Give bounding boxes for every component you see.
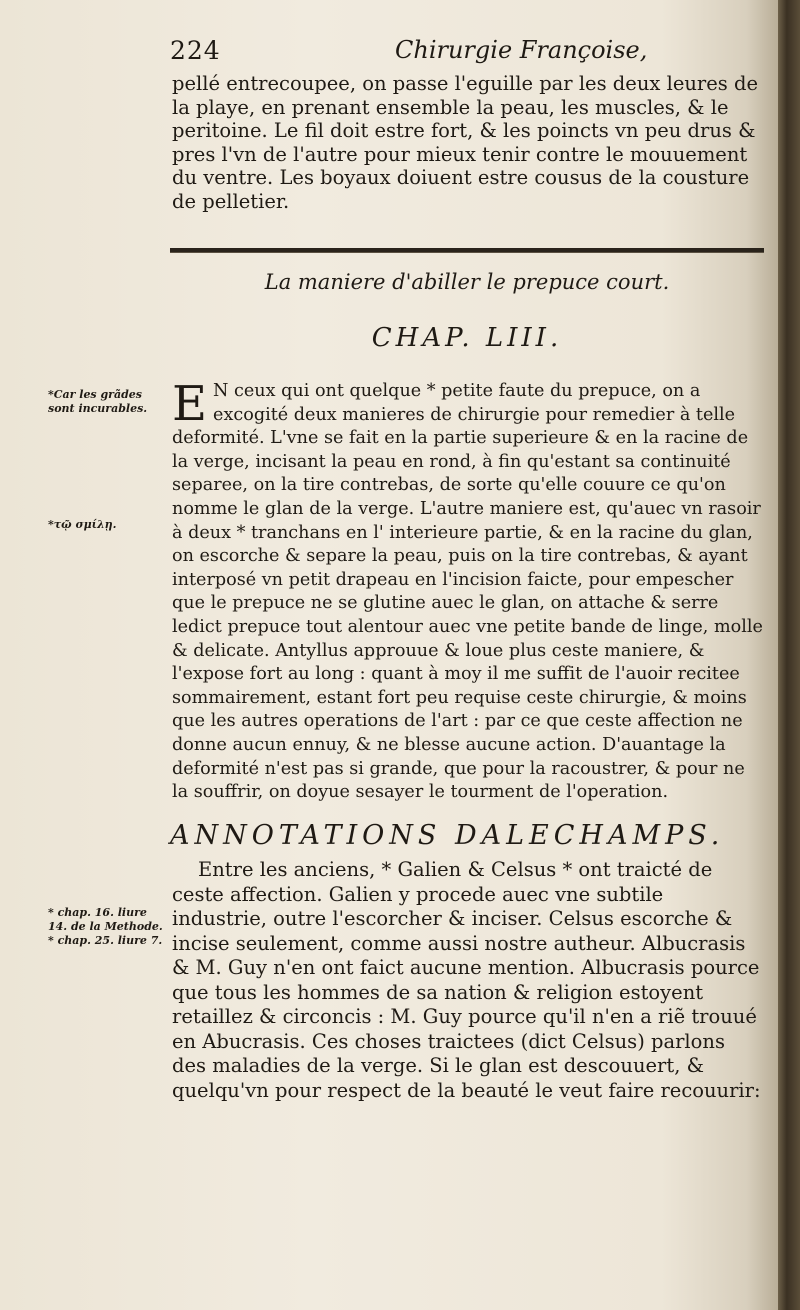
page-edge bbox=[778, 0, 800, 1310]
drop-cap: E bbox=[172, 376, 208, 432]
top-paragraph-text: pellé entrecoupee, on passe l'eguille par les deux leures de la playe, en prenant ensemble la peau, les muscles, & le peritoine. Le fil doit estre fort, & les poincts vn peu drus & pres l'vn de l'autre pour mieux tenir contre le mouuement du ventre. Les boyaux doiuent estre cousus de la cousture de pelletier. bbox=[172, 72, 759, 213]
chapter-heading: CHAP. LIII. bbox=[371, 323, 563, 353]
page-header bbox=[170, 36, 750, 72]
running-title: Chirurgie Françoise, bbox=[395, 36, 648, 64]
chapter-body-text: N ceux qui ont quelque * petite faute du prepuce, on a excogité deux manieres de chirurgie pour remedier à telle deformité. L'vne se fait en la partie superieure & en la racine de la verge, incisant la peau en rond, à fin qu'estant sa continuité separee, on la tire contrebas, de sorte qu'elle couure ce qu'on nomme le glan de la verge. L'autre maniere est, qu'auec vn rasoir à deux * tranchans en l' interieure partie, & en la racine du glan, on escorche & separe la peau, puis on la tire contrebas, & ayant interposé vn petit drapeau en l'incision faicte, pour empescher que le prepuce ne se glutine auec le glan, on attache & serre ledict prepuce tout alentour auec vne petite bande de linge, molle & delicate. Antyllus approuue & loue plus ceste maniere, & l'expose fort au long : quant à moy il me suffit de l'auoir recitee sommairement, estant fort peu requise ceste chirurgie, & moins que les autres operations de l'art : par ce que ceste affection ne donne aucun ennuy, & ne blesse aucune action. D'auantage la deformité n'est pas si grande, que pour la racoustrer, & pour ne la souffrir, on doyue sesayer le tourment de l'operation. bbox=[172, 381, 763, 803]
margin-note: *τῷ σμίλῃ. bbox=[48, 518, 117, 531]
top-paragraph bbox=[172, 72, 764, 213]
chapter-body bbox=[172, 376, 764, 805]
page-number: 224 bbox=[170, 36, 221, 65]
section-title: La maniere d'abiller le prepuce court. bbox=[264, 270, 670, 294]
annotation-text: Entre les anciens, * Galien & Celsus * ont traicté de ceste affection. Galien y procede auec vne subtile industrie, outre l'escorcher & inciser. Celsus escorche & incise seulement, comme aussi nostre autheur. Albucrasis & M. Guy n'en ont faict aucune mention. Albucrasis pource que tous les hommes de sa nation & religion estoyent retaillez & circoncis : M. Guy pource qu'il n'en a riẽ trouué en Abucrasis. Ces choses traictees (dict Celsus) parlons des maladies de la verge. Si le glan est descouuert, & quelqu'vn pour respect de la beauté le veut faire recouurir: bbox=[172, 858, 761, 1102]
section-rule bbox=[170, 248, 764, 253]
margin-note: * chap. 16. liure 14. de la Methode. * chap. 25. liure 7. bbox=[48, 906, 163, 947]
annotation-body bbox=[172, 858, 764, 1103]
annotations-heading: ANNOTATIONS DALECHAMPS. bbox=[170, 820, 725, 851]
margin-note: *Car les grãdes sont incurables. bbox=[48, 388, 148, 415]
